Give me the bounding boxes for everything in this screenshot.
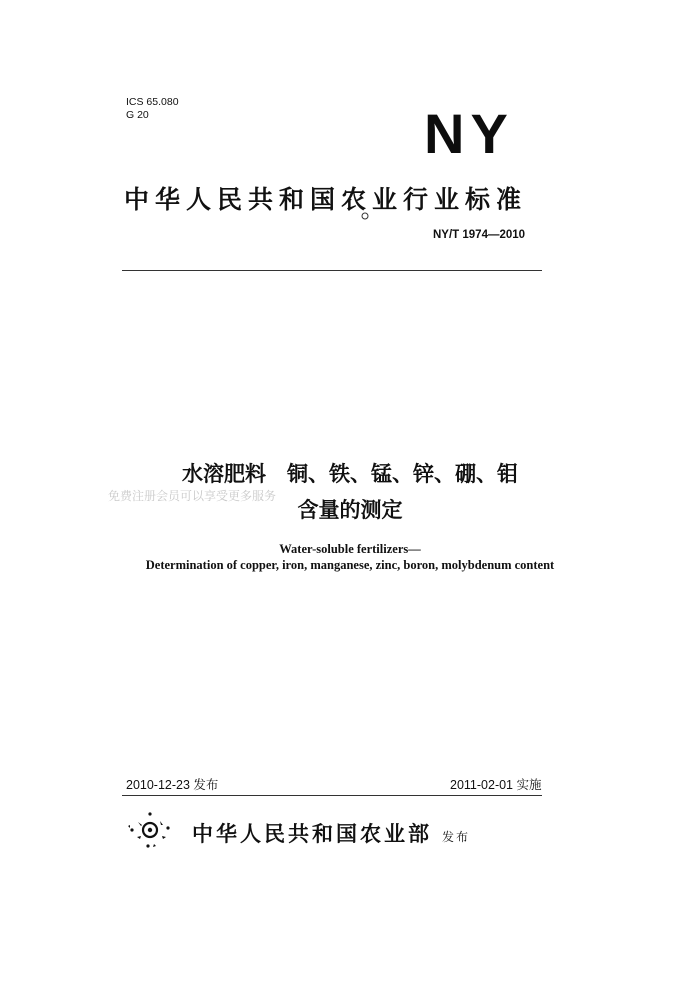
standard-number: NY/T 1974—2010: [433, 229, 526, 241]
issue-date: 2010-12-23 发布: [126, 778, 219, 792]
bottom-divider: [122, 795, 542, 796]
title-cn-line1: 水溶肥料 铜、铁、锰、锌、硼、钼: [182, 462, 518, 486]
ccs-code: G 20: [126, 109, 149, 121]
issue-suffix: 发布: [442, 830, 471, 844]
title-en-line2: Determination of copper, iron, manganese, zinc, boron, molybdenum content: [145, 558, 555, 572]
title-cn-line2: 含量的测定: [297, 498, 403, 522]
small-circle-mark-icon: [360, 211, 370, 221]
watermark-text: 免费注册会员可以享受更多服务: [108, 489, 277, 503]
title-en-line1: Water-soluble fertilizers—: [279, 542, 421, 556]
ministry-emblem-icon: [124, 808, 174, 852]
ny-logo: NY: [424, 102, 514, 165]
issuing-authority: 中华人民共和国农业部: [192, 821, 432, 846]
classification-codes: [126, 96, 179, 122]
ics-code: ICS 65.080: [126, 96, 179, 108]
top-divider: [122, 270, 542, 271]
standard-type-heading: 中华人民共和国农业行业标准: [124, 185, 528, 214]
implementation-date: 2011-02-01 实施: [450, 778, 542, 792]
